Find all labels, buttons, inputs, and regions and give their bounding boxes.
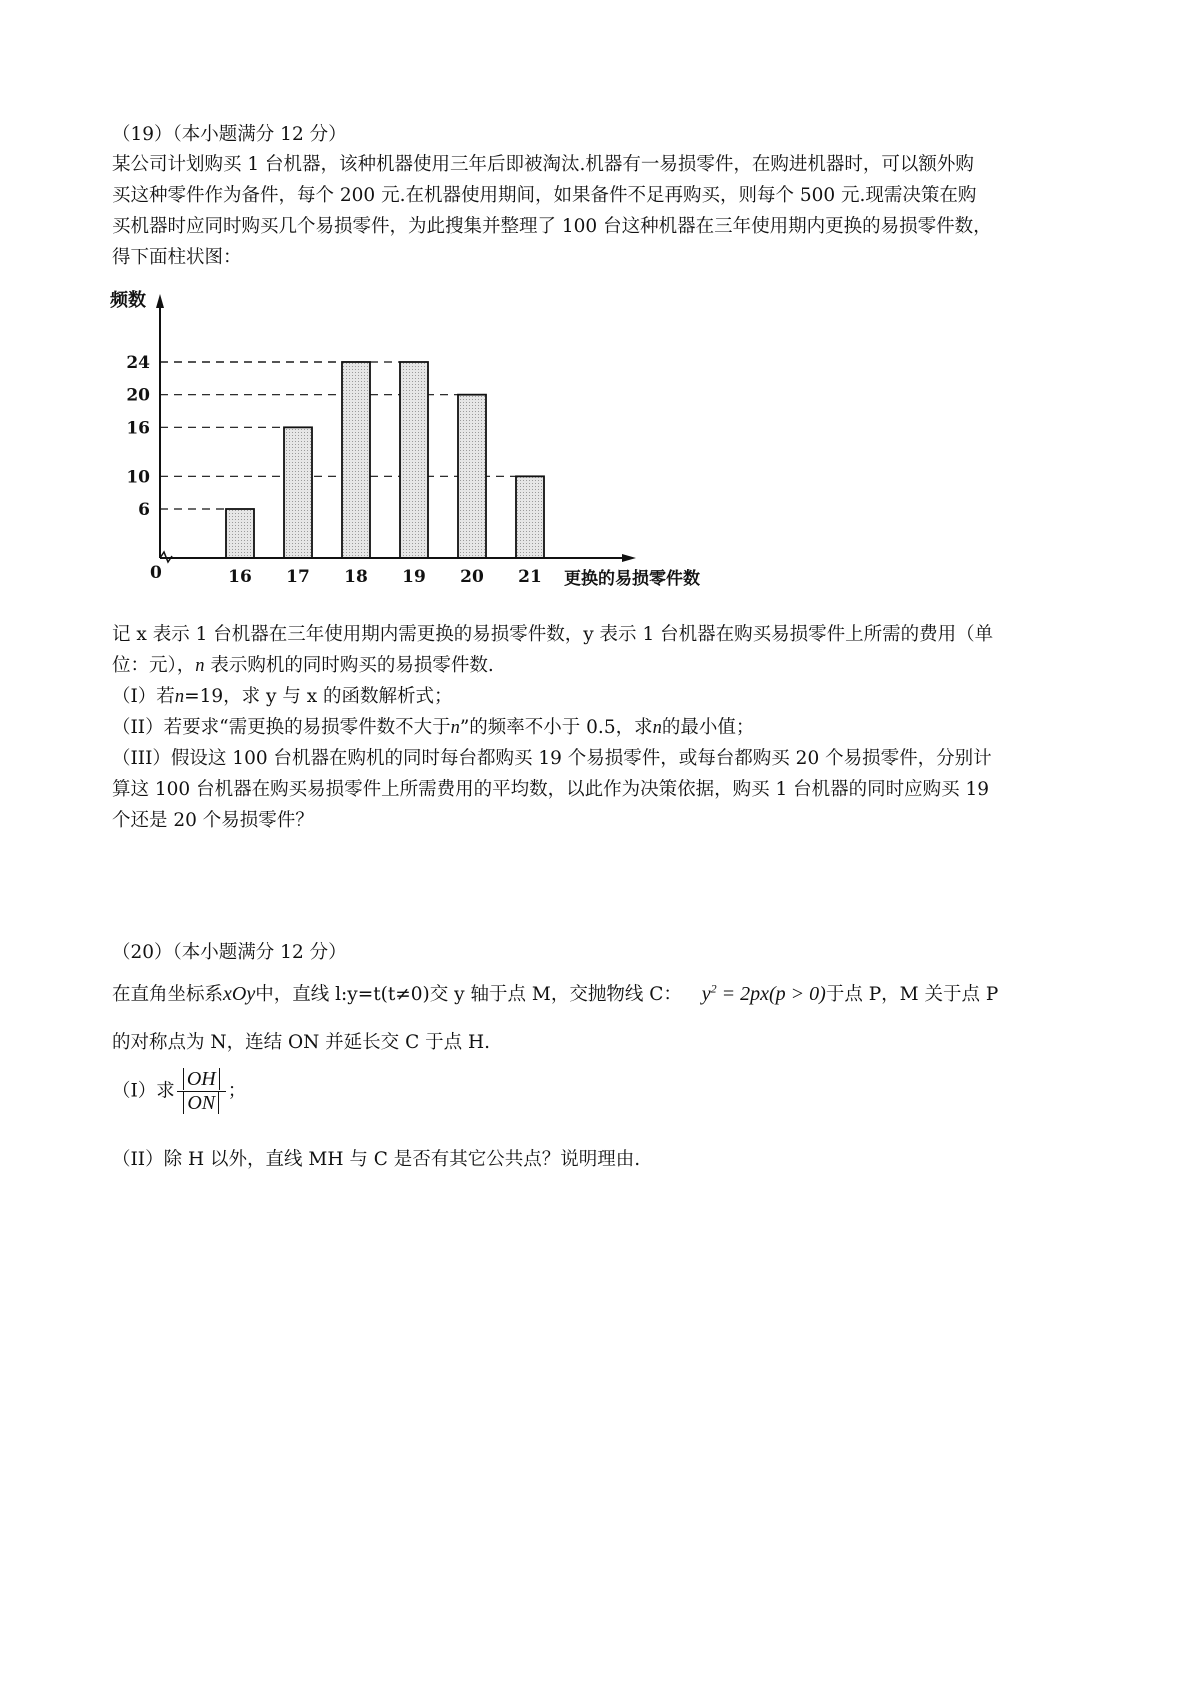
- fraction-numerator: OH: [183, 1068, 220, 1090]
- unit-text: 位：元），: [112, 655, 196, 676]
- x-tick-label: 18: [344, 567, 368, 587]
- x-axis-arrow-icon: [622, 554, 636, 562]
- q20-line1-a: 在直角坐标系: [112, 984, 224, 1005]
- bar-20: [458, 395, 486, 558]
- origin-label: 0: [150, 563, 162, 583]
- q20-part-ii: （II）除 H 以外，直线 MH 与 C 是否有其它公共点？说明理由.: [112, 1149, 641, 1170]
- q19-header: （19）（本小题满分 12 分）: [112, 124, 347, 145]
- x-tick-label: 19: [402, 567, 426, 587]
- eq-rest: = 2px(p > 0): [716, 983, 826, 1005]
- x-tick-label: 17: [286, 567, 310, 587]
- fraction-denominator: ON: [183, 1092, 219, 1114]
- q19-part-iii-line2: 算这 100 台机器在购买易损零件上所需费用的平均数，以此作为决策依据，购买 1 台机器的同时应购买 19: [112, 779, 990, 800]
- eq-y: y: [701, 983, 711, 1005]
- bar-16: [226, 509, 254, 558]
- q19-part-iii-line1: （III）假设这 100 台机器在购机的同时每台都购买 19 个易损零件，或每台都购买 20 个易损零件，分别计: [112, 748, 992, 769]
- q19-part-i: [112, 682, 453, 708]
- x-tick-label: 20: [460, 567, 484, 587]
- q19-paragraph-line3: 买机器时应同时购买几个易损零件，为此搜集并整理了 100 台这种机器在三年使用期内更换的易损零件数，: [112, 216, 992, 237]
- y-tick-label: 6: [138, 500, 150, 520]
- part-ii-suffix: 的最小值；: [661, 717, 755, 738]
- bar-17: [284, 427, 312, 558]
- bar-19: [400, 362, 428, 558]
- x-axis-label: 更换的易损零件数: [564, 569, 700, 589]
- y-tick-label: 10: [126, 467, 150, 488]
- part-ii-prefix: （II）若要求“需更换的易损零件数不大于: [112, 717, 451, 738]
- n-definition-text: 表示购机的同时购买的易损零件数.: [210, 655, 494, 676]
- var-n: n: [450, 718, 460, 738]
- y-axis-label: 频数: [110, 290, 146, 311]
- var-n: n: [174, 687, 185, 707]
- parabola-equation: [702, 983, 826, 1005]
- y-tick-label: 24: [126, 353, 150, 373]
- part-ii-middle: ”的频率不小于 0.5，求: [459, 717, 653, 738]
- q20-line1: [112, 980, 998, 1006]
- y-tick-label: 20: [126, 385, 150, 406]
- q20-line1-c: 于点 P，M 关于点 P: [825, 984, 999, 1005]
- q20-line2: 的对称点为 N，连结 ON 并延长交 C 于点 H.: [112, 1032, 490, 1053]
- q20-header: （20）（本小题满分 12 分）: [112, 942, 347, 963]
- eq-exponent: 2: [710, 981, 717, 996]
- q19-paragraph-line4: 得下面柱状图：: [112, 247, 242, 268]
- x-tick-label: 16: [228, 567, 252, 587]
- q20-part-i: [112, 1068, 246, 1115]
- bar-18: [342, 362, 370, 558]
- y-tick-label: 16: [126, 418, 150, 439]
- ratio-fraction: [177, 1068, 226, 1115]
- part-i-suffix: ；: [227, 1080, 247, 1102]
- part-i-prefix: （I）若: [112, 686, 175, 707]
- var-n: n: [195, 656, 205, 676]
- bars: [226, 362, 544, 558]
- q19-after-line1: 记 x 表示 1 台机器在三年使用期内需更换的易损零件数，y 表示 1 台机器在购买易损零件上所需的费用（单: [112, 624, 994, 645]
- part-i-text: =19，求 y 与 x 的函数解析式；: [184, 686, 453, 707]
- q19-after-line2: [112, 651, 494, 677]
- frequency-bar-chart: [110, 290, 812, 606]
- q19-part-iii-line3: 个还是 20 个易损零件？: [112, 810, 314, 831]
- q19-paragraph-line1: 某公司计划购买 1 台机器，该种机器使用三年后即被淘汰.机器有一易损零件，在购进机器时，可以额外购: [112, 154, 974, 175]
- bar-21: [516, 476, 544, 558]
- q19-part-ii: [112, 713, 754, 739]
- coord-system-xoy: xOy: [223, 983, 256, 1005]
- part-i-prefix: （I）求: [112, 1080, 175, 1102]
- var-n: n: [652, 718, 662, 738]
- x-tick-label: 21: [518, 567, 542, 587]
- q19-paragraph-line2: 买这种零件作为备件，每个 200 元.在机器使用期间，如果备件不足再购买，则每个 500 元.现需决策在购: [112, 185, 977, 206]
- y-axis-arrow-icon: [156, 294, 164, 308]
- q20-line1-b: 中，直线 l:y=t(t≠0)交 y 轴于点 M，交抛物线 C：: [255, 984, 682, 1005]
